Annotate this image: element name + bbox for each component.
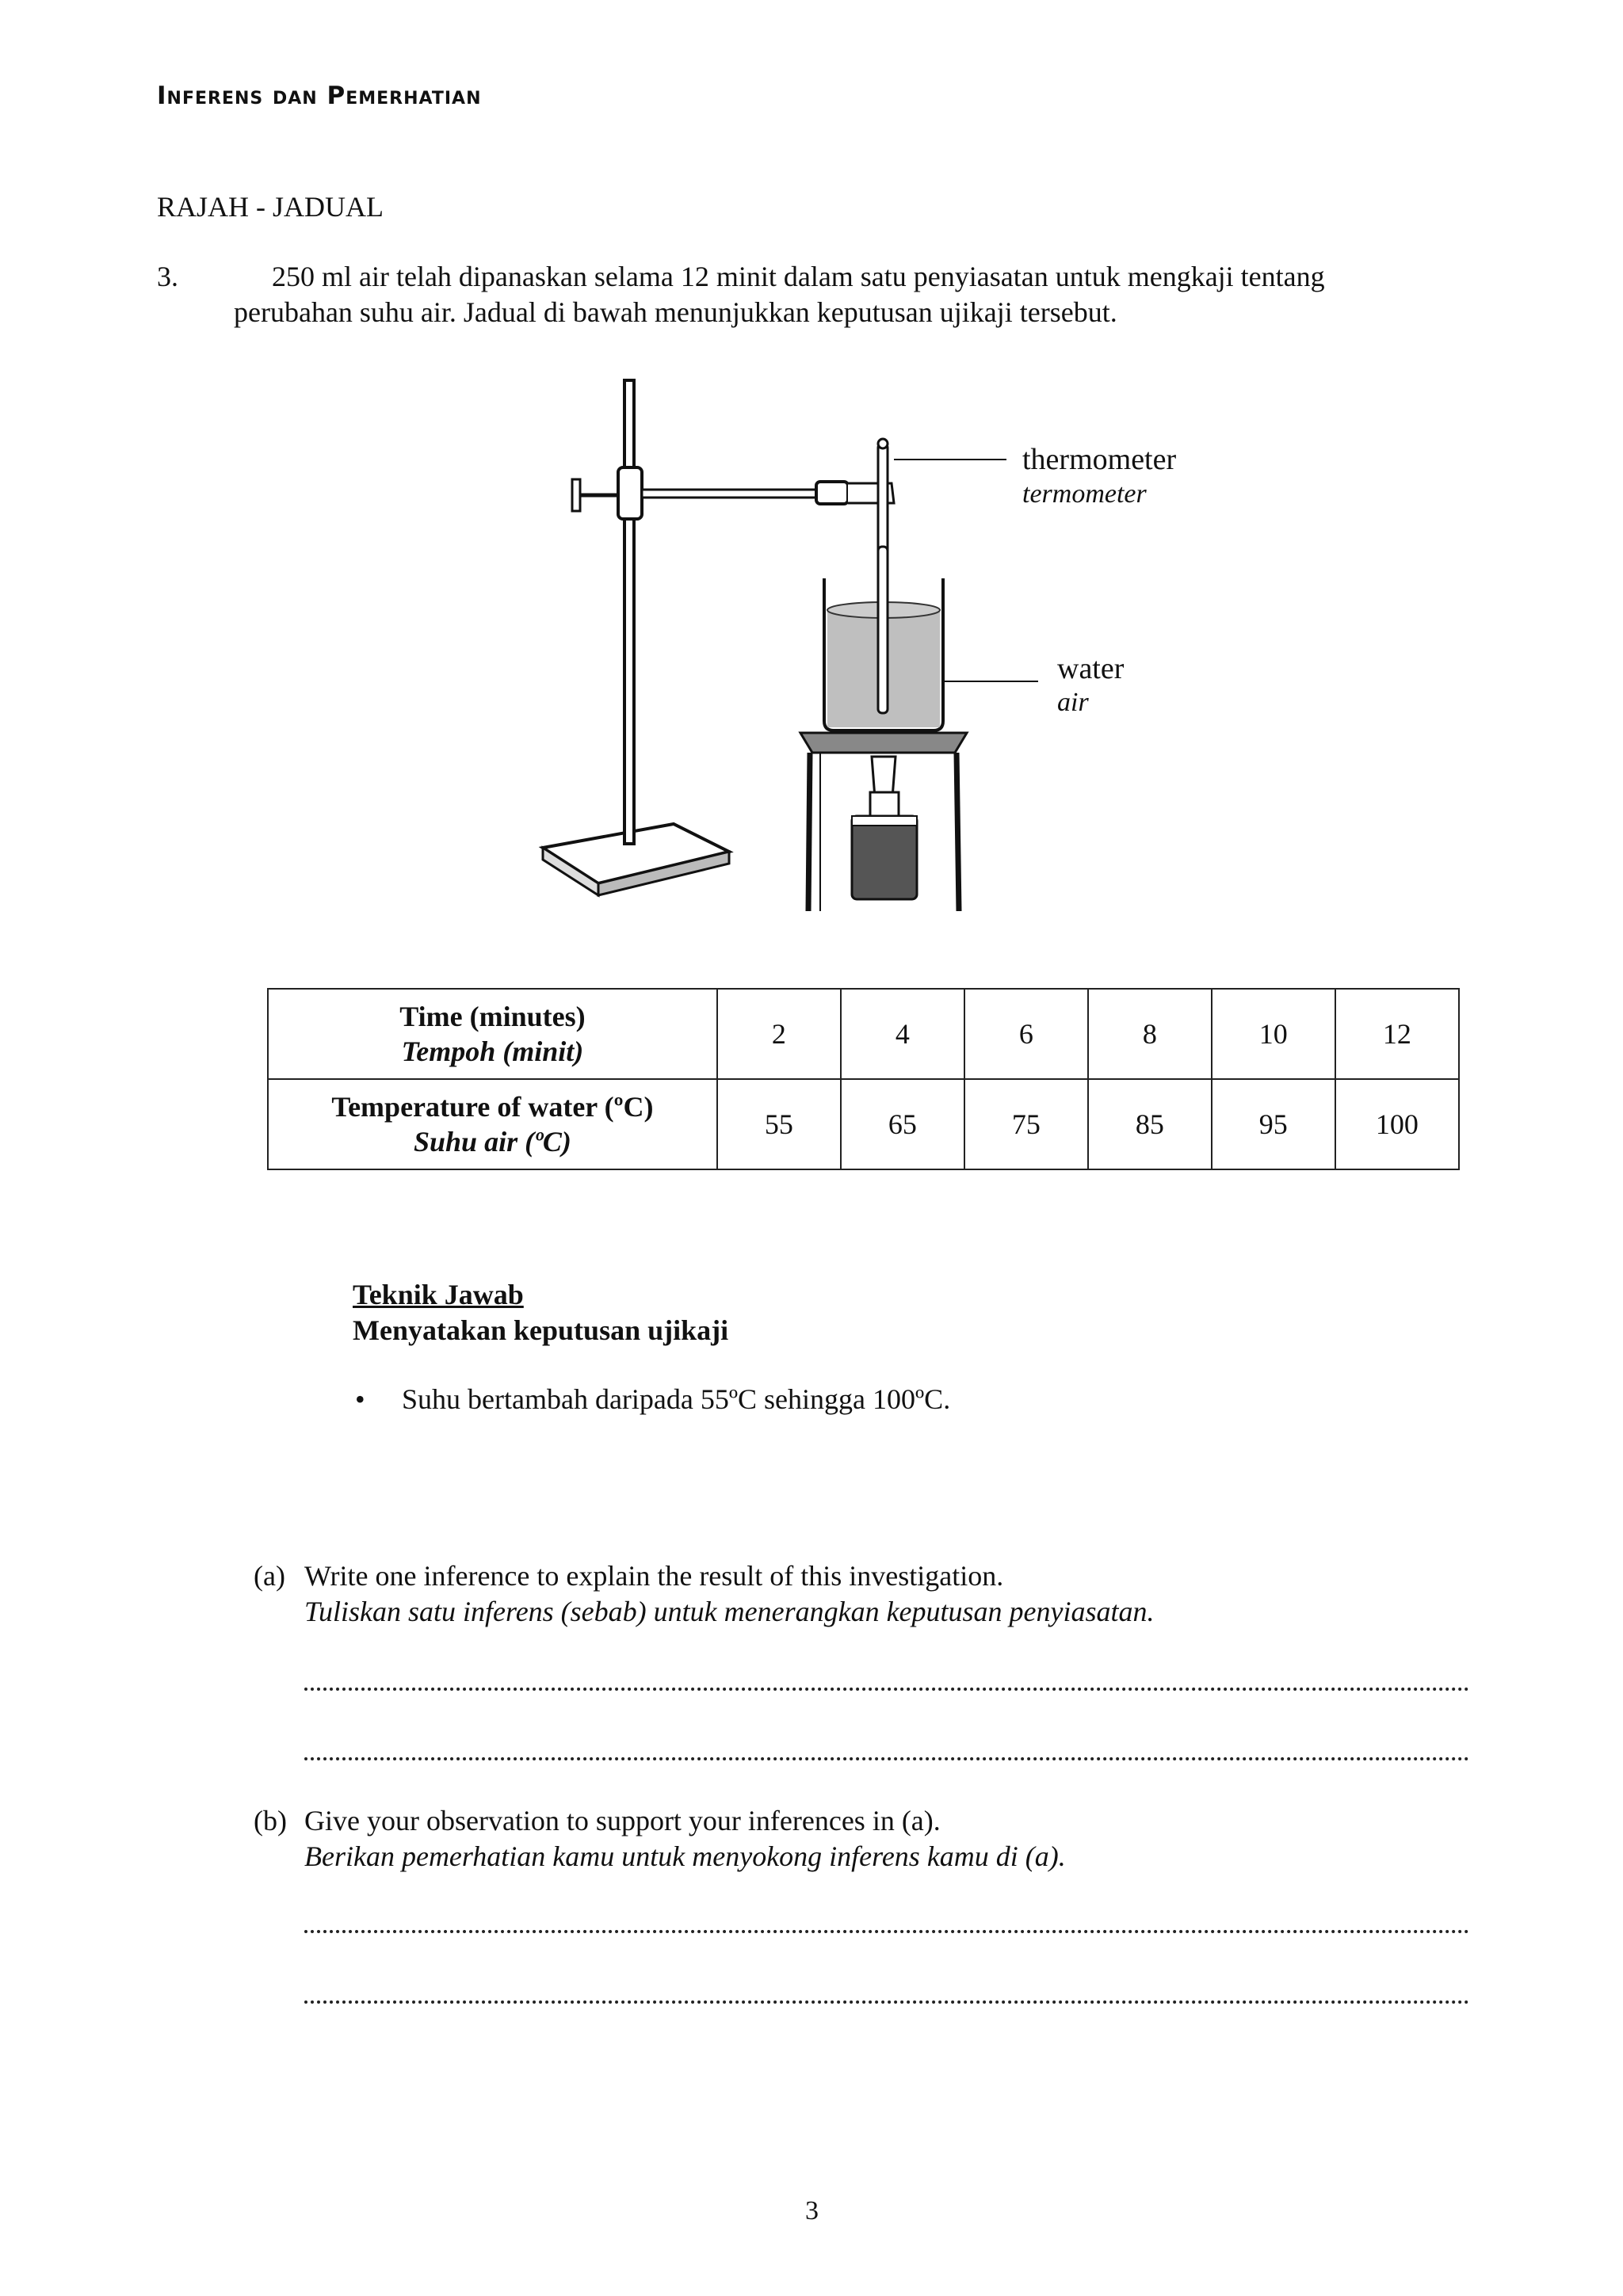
table-row	[268, 1079, 1459, 1169]
part-b-answer-line-1[interactable]	[304, 1930, 1469, 1933]
bullet-icon: •	[355, 1383, 365, 1415]
part-a-answer-line-1[interactable]	[304, 1688, 1469, 1691]
question-number: 3.	[157, 261, 178, 292]
time-header-malay: Tempoh (minit)	[401, 1035, 584, 1067]
results-table	[267, 988, 1460, 1170]
section-label: RAJAH - JADUAL	[157, 191, 384, 223]
part-a-answer-line-2[interactable]	[304, 1757, 1469, 1760]
water-label: water	[1057, 652, 1125, 685]
page-number: 3	[805, 2196, 819, 2225]
table-header-time	[268, 989, 717, 1079]
table-cell: 55	[717, 1079, 841, 1169]
part-b-answer-line-2[interactable]	[304, 2000, 1469, 2004]
apparatus-diagram	[531, 364, 1244, 935]
thermometer-label-malay: termometer	[1022, 479, 1147, 509]
table-cell: 12	[1335, 989, 1459, 1079]
technique-answer: Suhu bertambah daripada 55ºC sehingga 100ºC.	[402, 1383, 951, 1415]
part-a-question-english: Write one inference to explain the result of this investigation.	[304, 1560, 1004, 1592]
table-cell: 95	[1212, 1079, 1335, 1169]
thermometer-label: thermometer	[1022, 443, 1177, 476]
table-cell: 2	[717, 989, 841, 1079]
table-cell: 75	[964, 1079, 1088, 1169]
question-text-line1: 250 ml air telah dipanaskan selama 12 minit dalam satu penyiasatan untuk mengkaji tentang	[272, 261, 1325, 292]
temperature-header-english: Temperature of water (ºC)	[331, 1091, 654, 1123]
table-cell: 85	[1088, 1079, 1212, 1169]
part-a-label: (a)	[254, 1560, 285, 1592]
part-a-question-malay: Tuliskan satu inferens (sebab) untuk menerangkan keputusan penyiasatan.	[304, 1596, 1155, 1627]
table-cell: 10	[1212, 989, 1335, 1079]
question-text-line2: perubahan suhu air. Jadual di bawah menunjukkan keputusan ujikaji tersebut.	[234, 296, 1117, 328]
document-heading: Inferens dan Pemerhatian	[157, 82, 482, 110]
temperature-header-malay: Suhu air (ºC)	[413, 1126, 571, 1158]
table-cell: 4	[841, 989, 964, 1079]
technique-title: Teknik Jawab	[353, 1279, 524, 1310]
technique-subtitle: Menyatakan keputusan ujikaji	[353, 1314, 729, 1346]
part-b-question-english: Give your observation to support your inferences in (a).	[304, 1805, 941, 1836]
table-cell: 8	[1088, 989, 1212, 1079]
table-row	[268, 989, 1459, 1079]
table-cell: 100	[1335, 1079, 1459, 1169]
table-cell: 65	[841, 1079, 964, 1169]
table-header-temperature	[268, 1079, 717, 1169]
water-label-malay: air	[1057, 688, 1089, 717]
part-b-label: (b)	[254, 1805, 287, 1836]
part-b-question-malay: Berikan pemerhatian kamu untuk menyokong inferens kamu di (a).	[304, 1840, 1066, 1872]
table-cell: 6	[964, 989, 1088, 1079]
time-header-english: Time (minutes)	[399, 1001, 586, 1032]
